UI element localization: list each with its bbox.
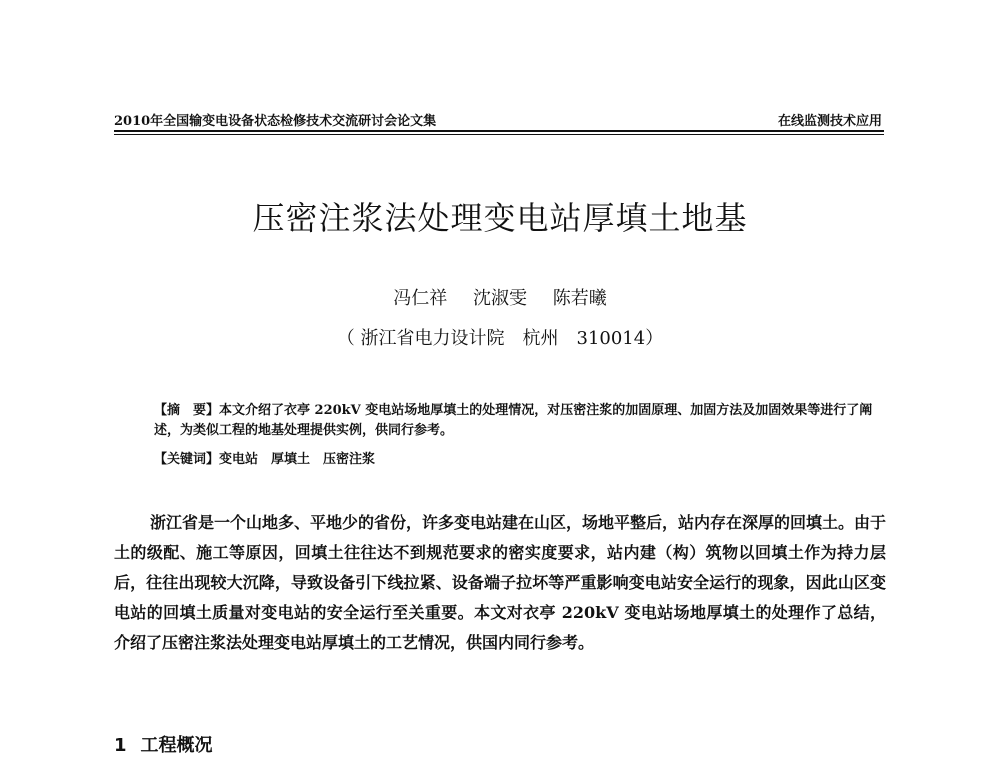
author-name: 沈淑雯: [473, 288, 527, 309]
keywords-label: 【关键词】: [154, 452, 220, 467]
affiliation: （ 浙江省电力设计院 杭州 310014）: [336, 328, 664, 349]
keywords-text: 变电站 厚填土 压密注浆: [219, 452, 376, 467]
author-list: [0, 284, 1000, 310]
abstract-label: 【摘 要】: [154, 403, 220, 418]
section-number: 1: [114, 735, 127, 756]
section-heading: [114, 731, 213, 757]
author-name: 陈若曦: [552, 288, 607, 309]
abstract-text: 本文介绍了衣亭 220kV 变电站场地厚填土的处理情况，对压密注浆的加固原理、加固方法及加固效果等进行了阐述，为类似工程的地基处理提供实例，供同行参考。: [154, 403, 873, 438]
section-title: 工程概况: [140, 735, 213, 756]
author-name: 冯仁祥: [393, 288, 448, 309]
paper-title: 压密注浆法处理变电站厚填土地基: [252, 199, 748, 237]
header-rule-thin: [114, 134, 884, 135]
abstract: [114, 401, 886, 441]
body-paragraph: 浙江省是一个山地多、平地少的省份，许多变电站建在山区，场地平整后，站内存在深厚的回填土。由于土的级配、施工等原因，回填土往往达不到规范要求的密实度要求，站内建（构）筑物以回填土作为持力层后，往往出现较大沉降，导致设备引下线拉紧、设备端子拉坏等严重影响变电站安全运行的现象，因此山区变电站的回填土质量对变电站的安全运行至关重要。本文对衣亭 220kV 变电站场地厚填土的处理作了总结，介绍了压密注浆法处理变电站厚填土的工艺情况，供国内同行参考。: [114, 513, 887, 652]
header-rule: [114, 130, 884, 132]
keywords: [154, 448, 375, 467]
running-header-left: 2010年全国输变电设备状态检修技术交流研讨会论文集: [114, 114, 437, 129]
running-header-right: 在线监测技术应用: [777, 114, 882, 129]
